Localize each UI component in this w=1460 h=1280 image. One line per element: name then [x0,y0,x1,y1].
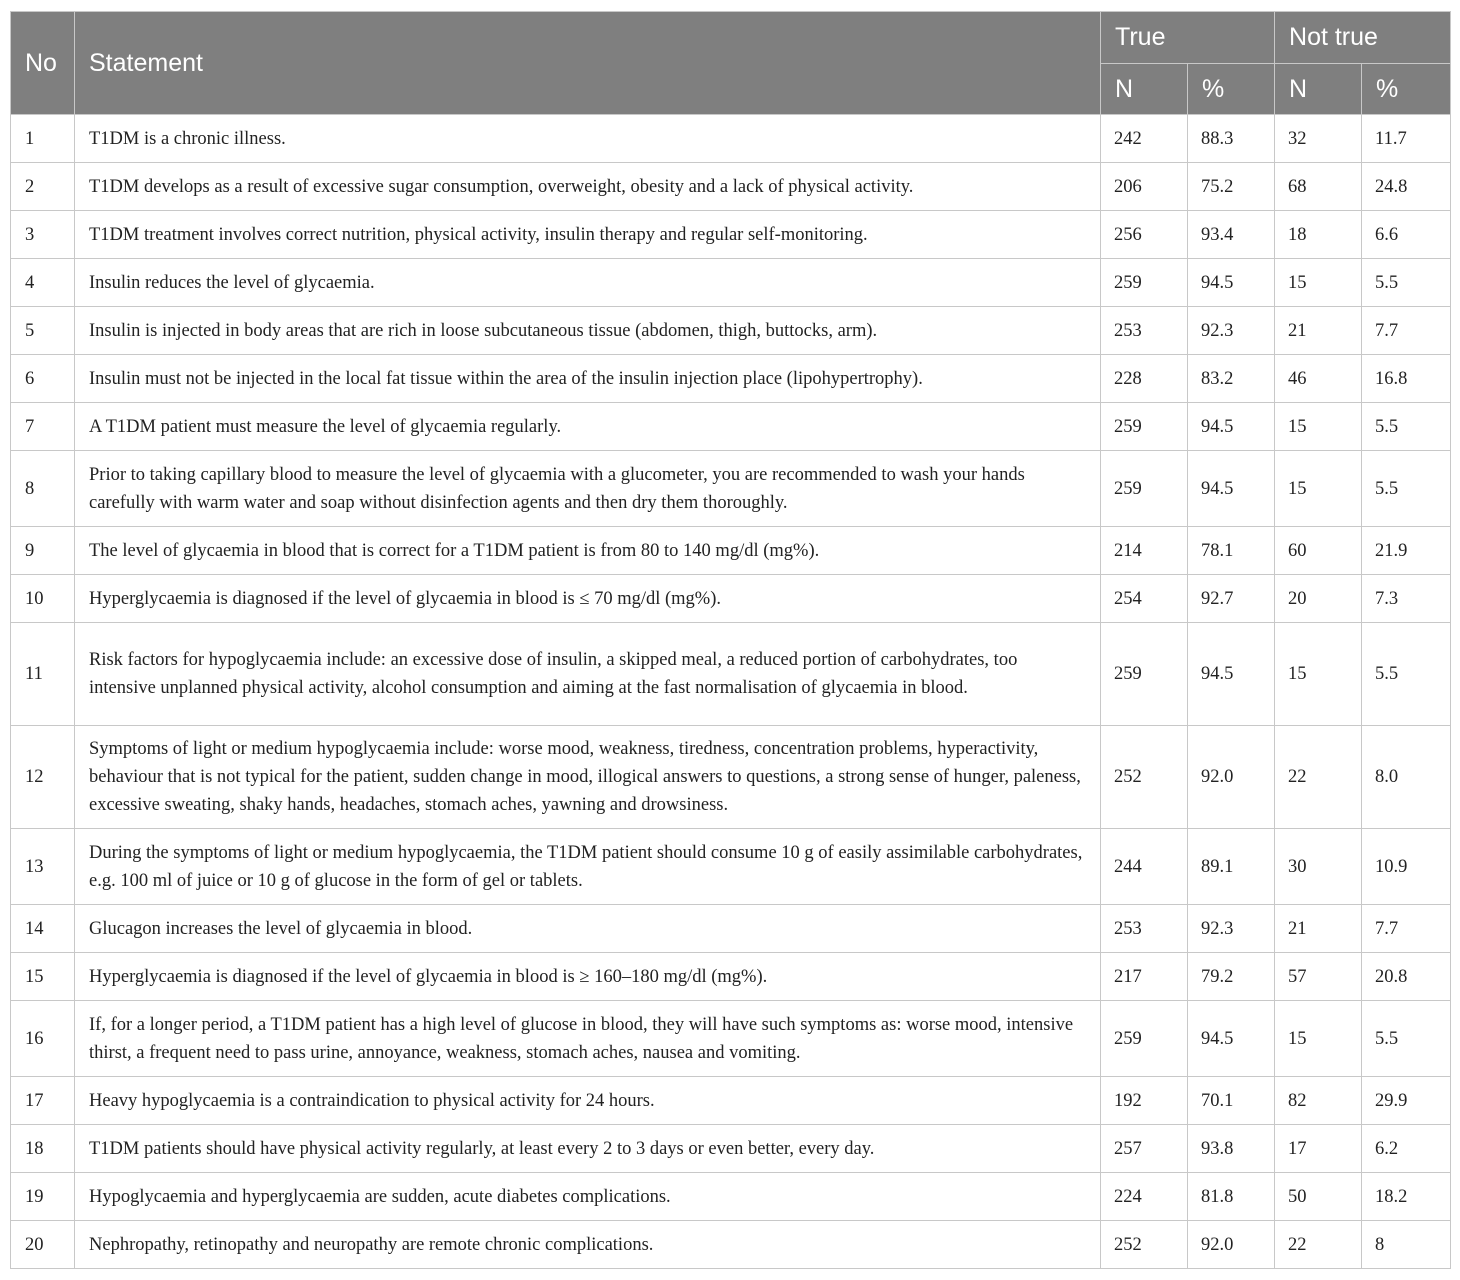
table-row [11,259,1451,307]
true-pct-cell: 92.3 [1188,307,1275,355]
not-true-pct-cell: 7.3 [1362,575,1451,623]
table-row [11,451,1451,527]
true-pct-cell: 94.5 [1188,1001,1275,1077]
statement-cell: Symptoms of light or medium hypoglycaemia include: worse mood, weakness, tiredness, concentration problems, hyperactivity, behaviour that is not typical for the patient, sudden change in mood, illogical answers to questions, a strong sense of hunger, paleness, excessive sweating, shaky hands, headaches, stomach aches, yawning and drowsiness. [75,726,1101,829]
not-true-pct-cell: 29.9 [1362,1077,1451,1125]
true-n-cell: 214 [1101,527,1188,575]
row-number: 12 [11,726,75,829]
not-true-n-cell: 60 [1275,527,1362,575]
true-n-cell: 192 [1101,1077,1188,1125]
row-number: 2 [11,163,75,211]
true-pct-cell: 94.5 [1188,451,1275,527]
row-number: 11 [11,623,75,726]
not-true-n-cell: 21 [1275,905,1362,953]
row-number: 6 [11,355,75,403]
table-row [11,726,1451,829]
knowledge-table [10,11,1451,1269]
table-row [11,829,1451,905]
statement-cell: The level of glycaemia in blood that is correct for a T1DM patient is from 80 to 140 mg/dl (mg%). [75,527,1101,575]
statement-cell: Insulin reduces the level of glycaemia. [75,259,1101,307]
true-n-cell: 259 [1101,623,1188,726]
header-true: True [1101,12,1275,64]
true-pct-cell: 92.7 [1188,575,1275,623]
row-number: 20 [11,1221,75,1269]
not-true-n-cell: 15 [1275,259,1362,307]
true-n-cell: 253 [1101,905,1188,953]
row-number: 7 [11,403,75,451]
table-row [11,211,1451,259]
table-row [11,527,1451,575]
true-pct-cell: 70.1 [1188,1077,1275,1125]
header-true-pct: % [1188,64,1275,115]
true-pct-cell: 94.5 [1188,259,1275,307]
row-number: 4 [11,259,75,307]
table-body [11,115,1451,1269]
not-true-n-cell: 50 [1275,1173,1362,1221]
header-not-true: Not true [1275,12,1451,64]
header-not-true-n: N [1275,64,1362,115]
not-true-n-cell: 21 [1275,307,1362,355]
table-row [11,403,1451,451]
true-n-cell: 217 [1101,953,1188,1001]
not-true-pct-cell: 20.8 [1362,953,1451,1001]
statement-cell: T1DM is a chronic illness. [75,115,1101,163]
table-row [11,905,1451,953]
not-true-pct-cell: 5.5 [1362,403,1451,451]
true-pct-cell: 93.4 [1188,211,1275,259]
row-number: 13 [11,829,75,905]
statement-cell: T1DM patients should have physical activity regularly, at least every 2 to 3 days or even better, every day. [75,1125,1101,1173]
table-row [11,1077,1451,1125]
not-true-n-cell: 20 [1275,575,1362,623]
statement-cell: During the symptoms of light or medium hypoglycaemia, the T1DM patient should consume 10 g of easily assimilable carbohydrates, e.g. 100 ml of juice or 10 g of glucose in the form of gel or tablets. [75,829,1101,905]
header-statement: Statement [75,12,1101,115]
true-n-cell: 242 [1101,115,1188,163]
true-n-cell: 259 [1101,1001,1188,1077]
not-true-n-cell: 57 [1275,953,1362,1001]
header-not-true-pct: % [1362,64,1451,115]
not-true-n-cell: 46 [1275,355,1362,403]
statement-cell: A T1DM patient must measure the level of glycaemia regularly. [75,403,1101,451]
true-n-cell: 256 [1101,211,1188,259]
not-true-pct-cell: 7.7 [1362,905,1451,953]
row-number: 16 [11,1001,75,1077]
statement-cell: Insulin must not be injected in the local fat tissue within the area of the insulin injection place (lipohypertrophy). [75,355,1101,403]
statement-cell: T1DM develops as a result of excessive sugar consumption, overweight, obesity and a lack of physical activity. [75,163,1101,211]
not-true-pct-cell: 24.8 [1362,163,1451,211]
header-no: No [11,12,75,115]
true-pct-cell: 92.0 [1188,726,1275,829]
row-number: 3 [11,211,75,259]
not-true-pct-cell: 7.7 [1362,307,1451,355]
table-row [11,115,1451,163]
not-true-pct-cell: 6.2 [1362,1125,1451,1173]
true-pct-cell: 88.3 [1188,115,1275,163]
table-row [11,1125,1451,1173]
table-row [11,307,1451,355]
table-row [11,1001,1451,1077]
table-header [11,12,1451,115]
table-row [11,1221,1451,1269]
not-true-pct-cell: 5.5 [1362,623,1451,726]
table-row [11,163,1451,211]
not-true-pct-cell: 10.9 [1362,829,1451,905]
statement-cell: If, for a longer period, a T1DM patient has a high level of glucose in blood, they will have such symptoms as: worse mood, intensive thirst, a frequent need to pass urine, annoyance, weakness, stomach aches, nausea and vomiting. [75,1001,1101,1077]
not-true-n-cell: 18 [1275,211,1362,259]
table-row [11,623,1451,726]
table-row [11,355,1451,403]
statement-cell: T1DM treatment involves correct nutrition, physical activity, insulin therapy and regular self-monitoring. [75,211,1101,259]
row-number: 8 [11,451,75,527]
true-n-cell: 259 [1101,259,1188,307]
row-number: 15 [11,953,75,1001]
statement-cell: Heavy hypoglycaemia is a contraindication to physical activity for 24 hours. [75,1077,1101,1125]
row-number: 9 [11,527,75,575]
not-true-n-cell: 32 [1275,115,1362,163]
not-true-n-cell: 68 [1275,163,1362,211]
not-true-n-cell: 15 [1275,1001,1362,1077]
not-true-pct-cell: 5.5 [1362,1001,1451,1077]
statement-cell: Hypoglycaemia and hyperglycaemia are sudden, acute diabetes complications. [75,1173,1101,1221]
not-true-pct-cell: 16.8 [1362,355,1451,403]
not-true-n-cell: 15 [1275,451,1362,527]
not-true-pct-cell: 5.5 [1362,259,1451,307]
true-n-cell: 224 [1101,1173,1188,1221]
true-n-cell: 254 [1101,575,1188,623]
true-n-cell: 252 [1101,1221,1188,1269]
true-pct-cell: 75.2 [1188,163,1275,211]
true-pct-cell: 92.0 [1188,1221,1275,1269]
table-row [11,1173,1451,1221]
row-number: 18 [11,1125,75,1173]
true-n-cell: 259 [1101,451,1188,527]
statement-cell: Glucagon increases the level of glycaemia in blood. [75,905,1101,953]
row-number: 10 [11,575,75,623]
table-row [11,953,1451,1001]
true-pct-cell: 79.2 [1188,953,1275,1001]
not-true-pct-cell: 6.6 [1362,211,1451,259]
row-number: 1 [11,115,75,163]
not-true-pct-cell: 11.7 [1362,115,1451,163]
not-true-pct-cell: 21.9 [1362,527,1451,575]
statement-cell: Risk factors for hypoglycaemia include: an excessive dose of insulin, a skipped meal, a reduced portion of carbohydrates, too intensive unplanned physical activity, alcohol consumption and aiming at the fast normalisation of glycaemia in blood. [75,623,1101,726]
true-n-cell: 206 [1101,163,1188,211]
row-number: 17 [11,1077,75,1125]
true-n-cell: 252 [1101,726,1188,829]
not-true-n-cell: 22 [1275,726,1362,829]
not-true-n-cell: 82 [1275,1077,1362,1125]
true-pct-cell: 83.2 [1188,355,1275,403]
row-number: 19 [11,1173,75,1221]
statement-cell: Prior to taking capillary blood to measure the level of glycaemia with a glucometer, you are recommended to wash your hands carefully with warm water and soap without disinfection agents and then dry them thoroughly. [75,451,1101,527]
true-n-cell: 253 [1101,307,1188,355]
header-true-n: N [1101,64,1188,115]
statement-cell: Insulin is injected in body areas that are rich in loose subcutaneous tissue (abdomen, thigh, buttocks, arm). [75,307,1101,355]
true-pct-cell: 92.3 [1188,905,1275,953]
not-true-pct-cell: 8 [1362,1221,1451,1269]
statement-cell: Hyperglycaemia is diagnosed if the level of glycaemia in blood is ≤ 70 mg/dl (mg%). [75,575,1101,623]
row-number: 14 [11,905,75,953]
not-true-n-cell: 22 [1275,1221,1362,1269]
not-true-n-cell: 15 [1275,623,1362,726]
true-n-cell: 259 [1101,403,1188,451]
statement-cell: Nephropathy, retinopathy and neuropathy are remote chronic complications. [75,1221,1101,1269]
true-pct-cell: 81.8 [1188,1173,1275,1221]
not-true-pct-cell: 8.0 [1362,726,1451,829]
not-true-n-cell: 17 [1275,1125,1362,1173]
not-true-n-cell: 15 [1275,403,1362,451]
true-pct-cell: 89.1 [1188,829,1275,905]
true-n-cell: 244 [1101,829,1188,905]
true-pct-cell: 94.5 [1188,403,1275,451]
true-n-cell: 257 [1101,1125,1188,1173]
true-n-cell: 228 [1101,355,1188,403]
true-pct-cell: 93.8 [1188,1125,1275,1173]
true-pct-cell: 94.5 [1188,623,1275,726]
table-row [11,575,1451,623]
true-pct-cell: 78.1 [1188,527,1275,575]
not-true-pct-cell: 18.2 [1362,1173,1451,1221]
not-true-pct-cell: 5.5 [1362,451,1451,527]
statement-cell: Hyperglycaemia is diagnosed if the level of glycaemia in blood is ≥ 160–180 mg/dl (mg%). [75,953,1101,1001]
not-true-n-cell: 30 [1275,829,1362,905]
row-number: 5 [11,307,75,355]
